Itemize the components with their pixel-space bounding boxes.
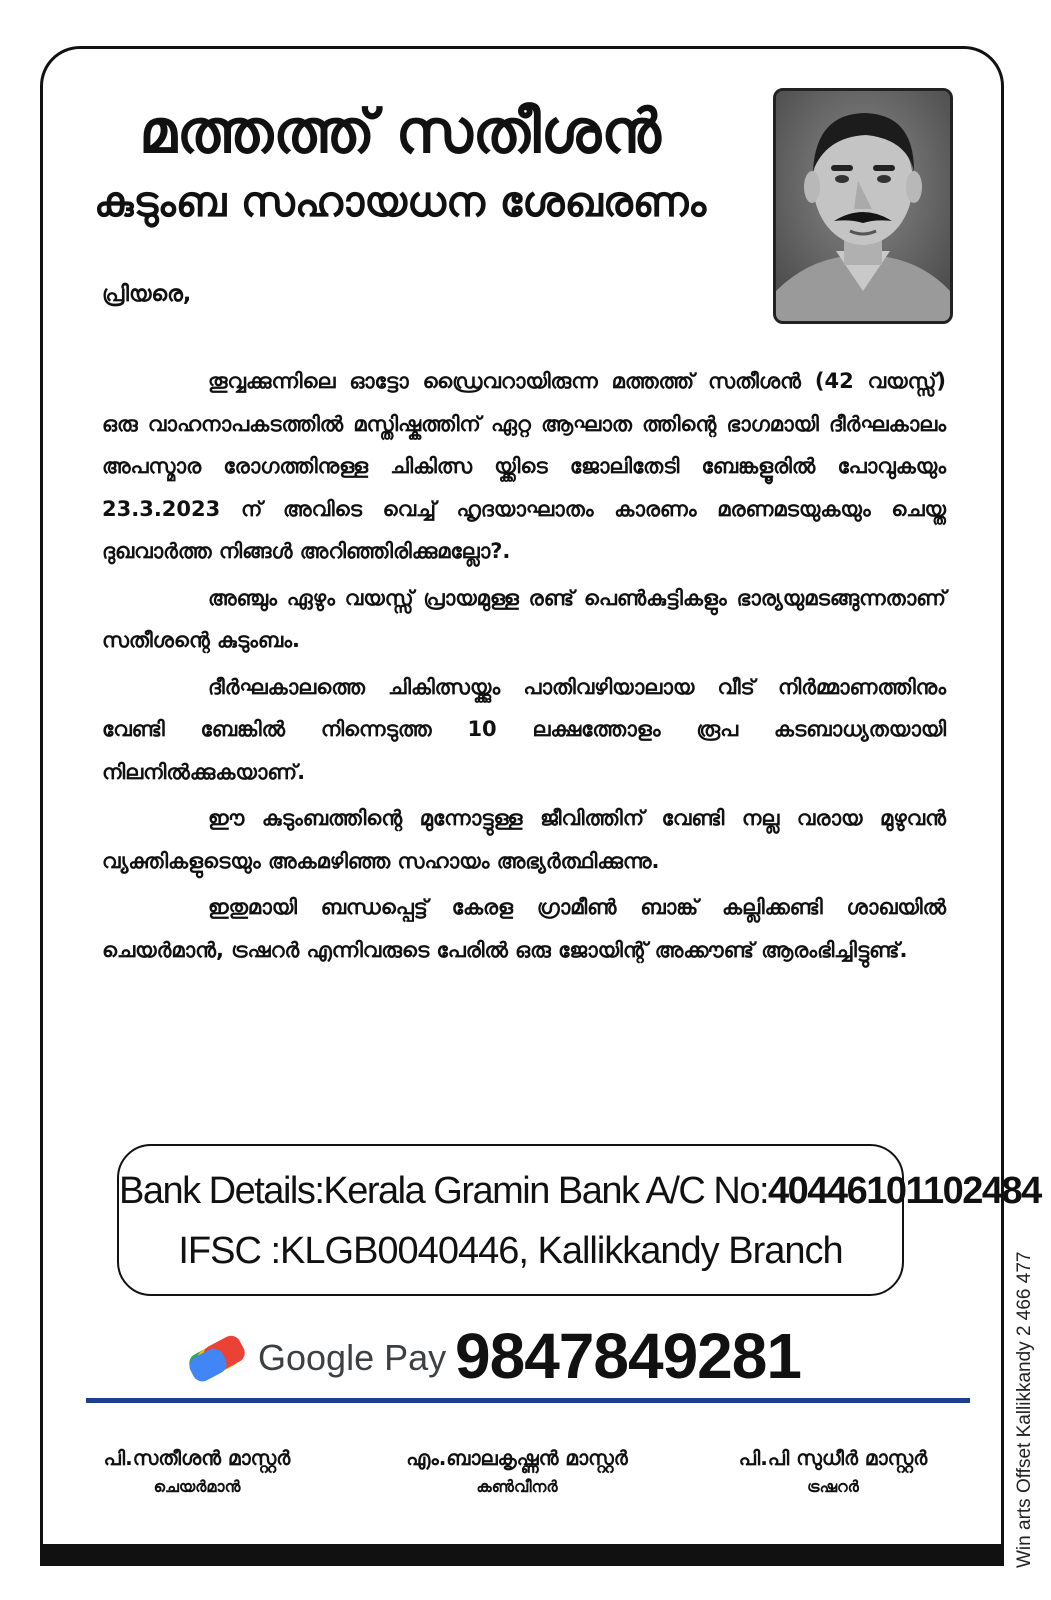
signatory-name: പി.സതീശൻ മാസ്റ്റർ <box>103 1446 291 1470</box>
signatory-name: പി.പി സുധീർ മാസ്റ്റർ <box>738 1446 928 1470</box>
page-title: മത്തത്ത് സതീശൻ <box>139 97 661 167</box>
bank-details-line <box>119 1166 1041 1216</box>
bank-details-label: Bank Details:Kerala Gramin Bank A/C No: <box>119 1170 769 1212</box>
paragraph: ഈ കുടുംബത്തിന്റെ മുന്നോട്ടുള്ള ജീവിത്തിന് വേണ്ടി നല്ല വരായ മുഴുവൻ വ്യക്തികളുടെയും അകമഴിഞ്ഞ സഹായം അഭ്യർത്ഥിക്കുന്നു. <box>102 806 946 873</box>
bottom-bar <box>40 1544 1004 1566</box>
google-pay-label: Google Pay <box>258 1337 447 1378</box>
signatory-role: ചെയർമാൻ <box>153 1477 241 1496</box>
paragraph: തൂവ്വക്കുന്നിലെ ഓട്ടോ ഡ്രൈവറായിരുന്ന മത്തത്ത് സതീശൻ (42 വയസ്സ്) ഒരു വാഹനാപകടത്തിൽ മസ്തിഷ്കത്തിന് ഏറ്റ ആഘാത ത്തിന്റെ ഭാഗമായി ദീർഘകാലം അപസ്മാര രോഗത്തിനുള്ള ചികിത്സ യ്ക്കിടെ ജോലിതേടി ബേങ്കളൂരിൽ പോവുകയും 23.3.2023 ന് അവിടെ വെച്ച് ഹൃദയാഘാതം കാരണം മരണമടയുകയും ചെയ്ത ദുഖവാർത്ത നിങ്ങൾ അറിഞ്ഞിരിക്കുമല്ലോ?. <box>102 369 946 563</box>
signatory-convener <box>362 1443 672 1501</box>
gpay-phone-number: 9847849281 <box>455 1320 801 1392</box>
portrait-photo <box>773 88 953 324</box>
page-subtitle: കുടുംബ സഹായധന ശേഖരണം <box>93 177 707 226</box>
google-pay-icon <box>186 1330 248 1386</box>
signatory-name: എം.ബാലകൃഷ്ണൻ മാസ്റ്റർ <box>406 1446 628 1470</box>
paragraph: ദീർഘകാലത്തെ ചികിത്സയ്ക്കും പാതിവഴിയാലായ വീട് നിർമ്മാണത്തിനും വേണ്ടി ബേങ്കിൽ നിന്നെടുത്ത 10 ലക്ഷത്തോളം രൂപ കടബാധ്യതയായി നിലനിൽക്കുകയാണ്. <box>102 674 946 784</box>
signatory-role: കൺവീനർ <box>476 1477 558 1496</box>
account-number: 40446101102484 <box>768 1170 1041 1212</box>
signatory-role: ട്രഷറർ <box>807 1477 859 1496</box>
signatory-chairman <box>82 1443 312 1501</box>
signatory-treasurer <box>710 1443 956 1501</box>
salutation: പ്രിയരെ, <box>102 282 192 307</box>
portrait-icon <box>776 91 950 321</box>
bank-details-box <box>117 1144 1041 1296</box>
paragraph: അഞ്ചും ഏഴും വയസ്സ് പ്രായമുള്ള രണ്ട് പെൺകുട്ടികളും ഭാര്യയുമടങ്ങുന്നതാണ് സതീശന്റെ കുടുംബം. <box>102 585 946 652</box>
paragraph: ഇതുമായി ബന്ധപ്പെട്ട് കേരള ഗ്രാമീൺ ബാങ്ക് കല്ലിക്കണ്ടി ശാഖയിൽ ചെയർമാൻ, ട്രഷറർ എന്നിവരുടെ പേരിൽ ഒരു ജോയിന്റ് അക്കൗണ്ട് ആരംഭിച്ചിട്ടുണ്ട്. <box>102 895 946 962</box>
printer-credit: Win arts Offset Kallikkandy 2 466 477 <box>1014 1251 1035 1568</box>
ifsc-branch-line: IFSC :KLGB0040446, Kallikkandy Branch <box>178 1230 843 1272</box>
divider <box>86 1398 970 1403</box>
letter-body <box>102 360 946 975</box>
